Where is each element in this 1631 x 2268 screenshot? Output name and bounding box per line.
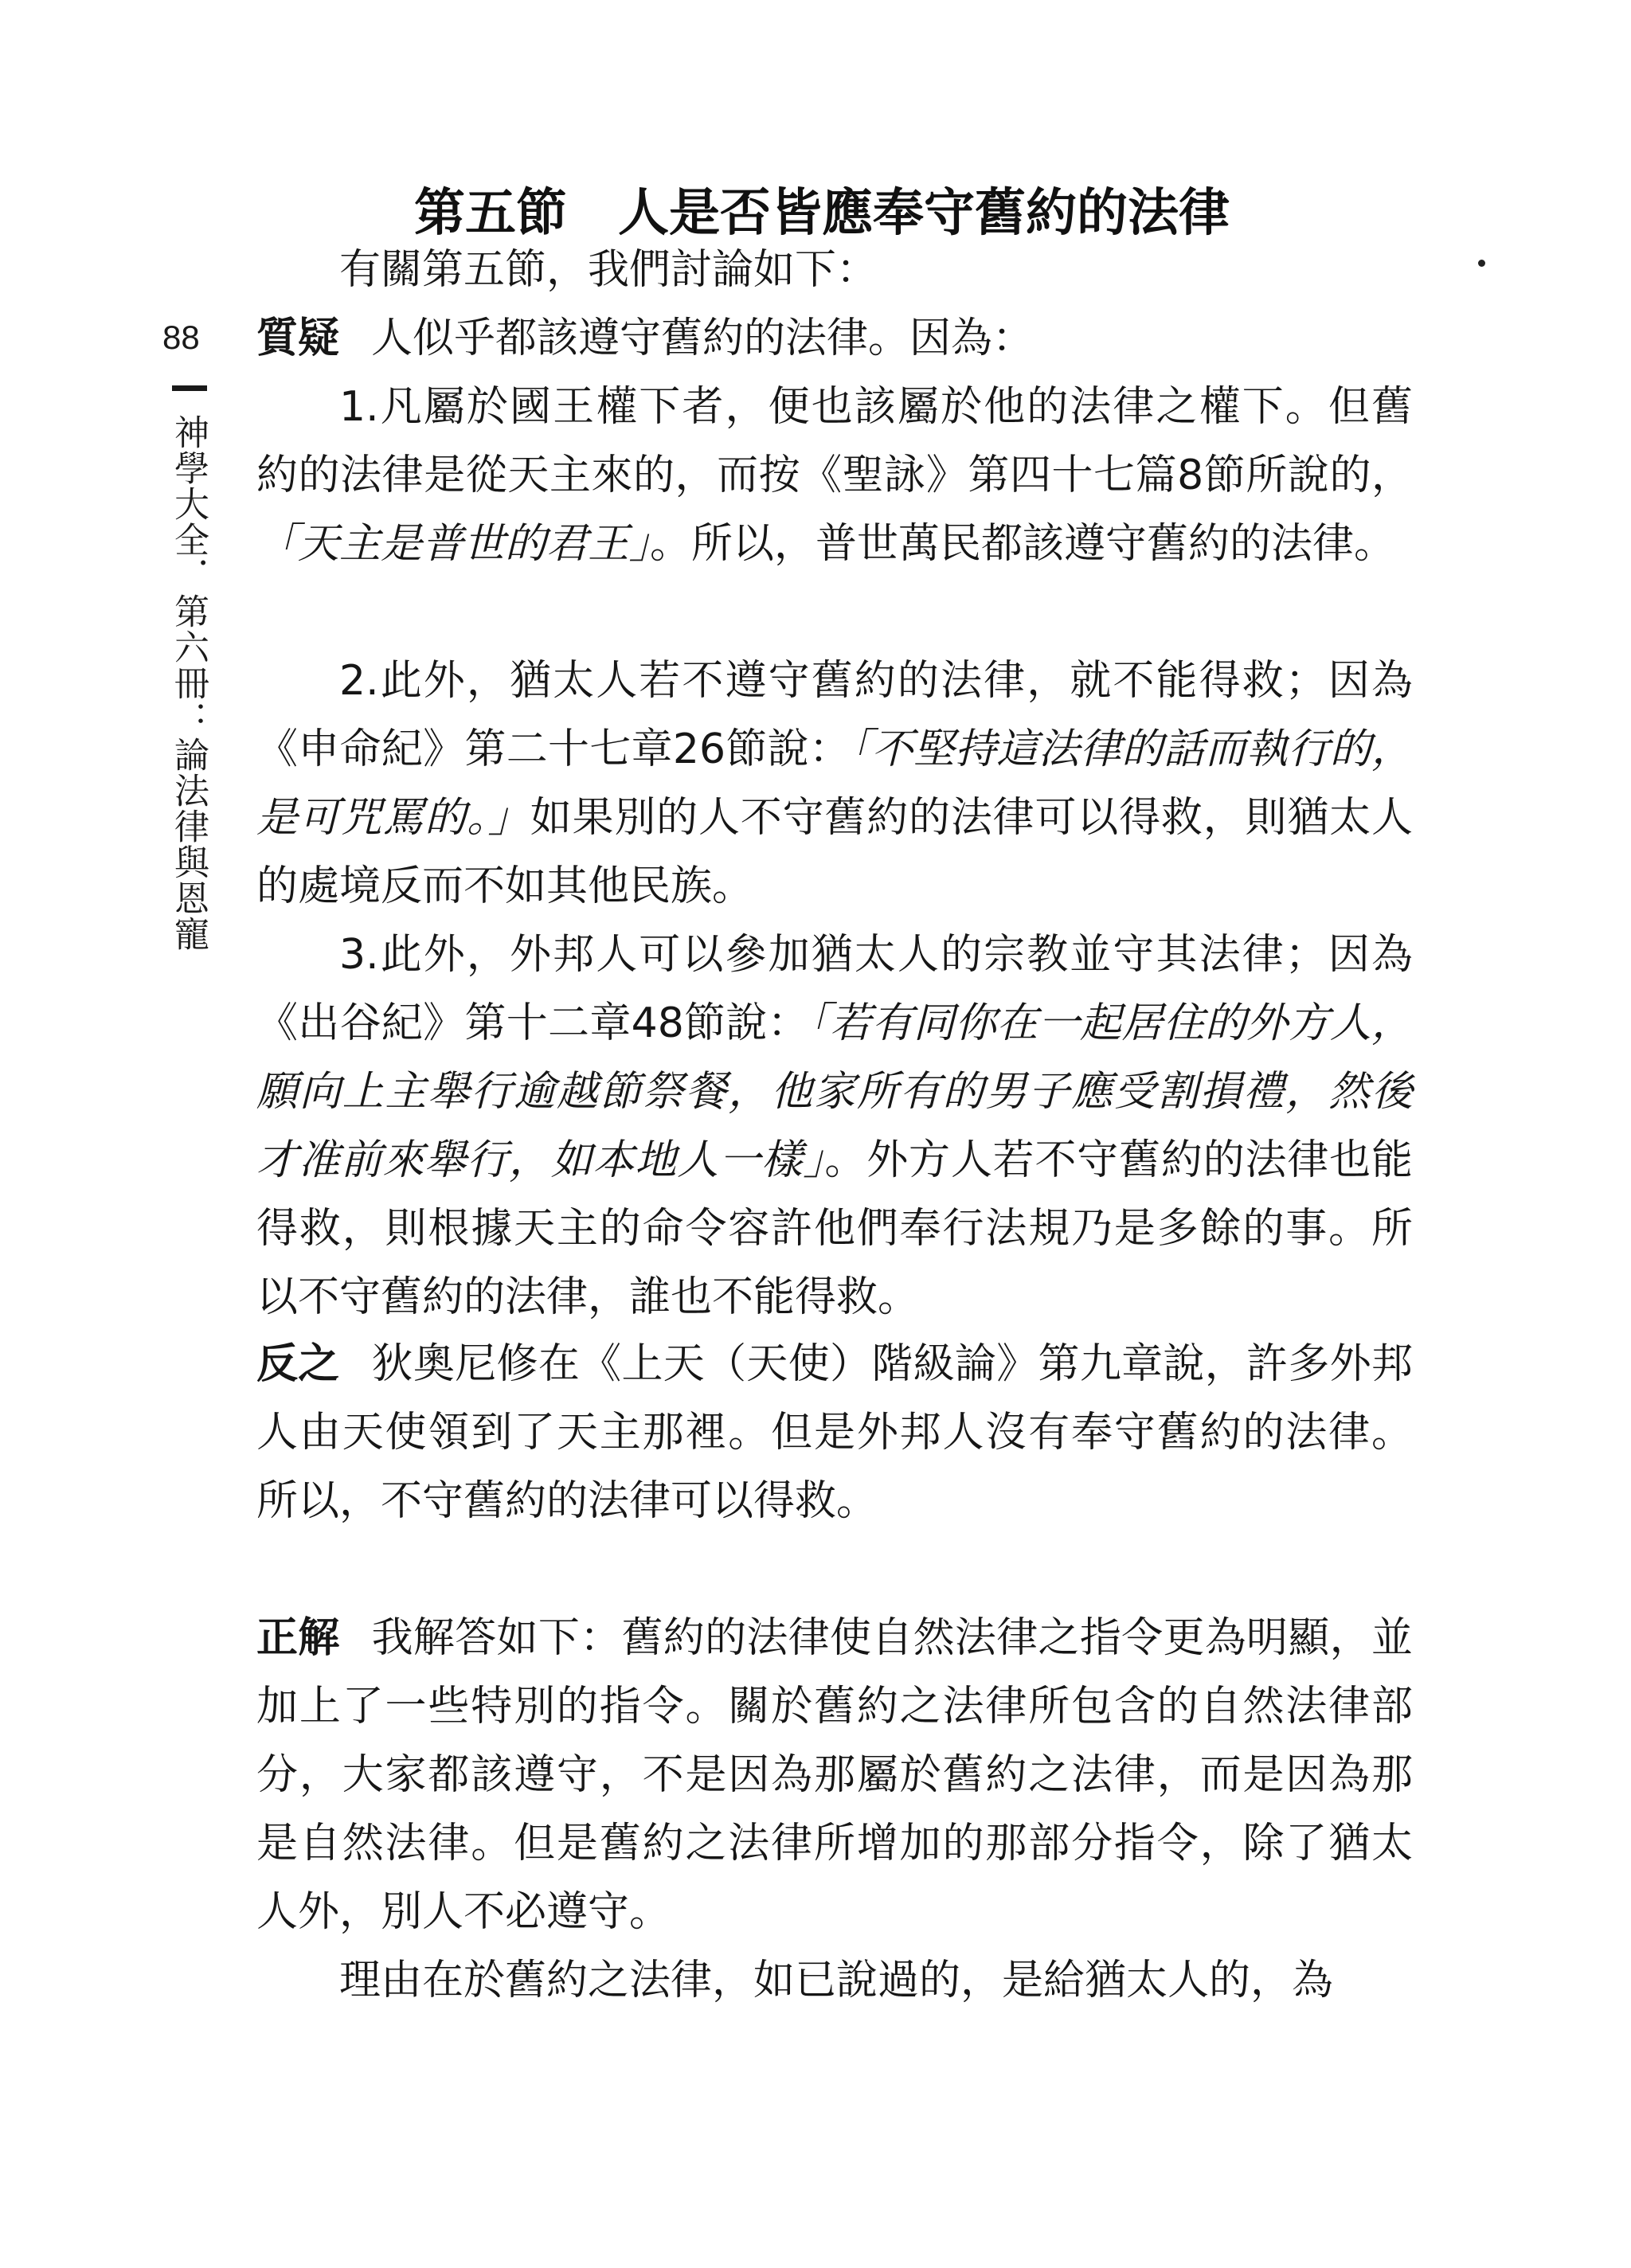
sed-contra-paragraph xyxy=(256,1330,1413,1535)
objection-1-quote: 「天主是普世的君王」 xyxy=(256,520,651,568)
objection-2-quote: 「不堅持這法律的話而執行的，是可咒罵的。」 xyxy=(256,725,1413,842)
objections-label: 質疑 xyxy=(256,315,340,362)
response-paragraph xyxy=(256,1604,1413,1946)
objection-2-conclusion: 如果別的人不守舊約的法律可以得救，則猶太人的處境反而不如其他民族。 xyxy=(256,794,1413,910)
objection-1 xyxy=(256,373,1413,578)
section-title: 第五節 人是否皆應奉守舊約的法律 xyxy=(414,183,1230,243)
objection-2-text: 2.此外，猶太人若不遵守舊約的法律，就不能得救；因為《申命紀》第二十七章26節說： xyxy=(256,657,1413,773)
objections-paragraph xyxy=(256,304,1413,373)
objection-3-quote: 「若有同你在一起居住的外方人，願向上主舉行逾越節祭餐，他家所有的男子應受割損禮，然後才准前來舉行，如本地人一樣」 xyxy=(256,999,1413,1184)
objection-3-conclusion: 。外方人若不守舊約的法律也能得救，則根據天主的命令容許他們奉行法規乃是多餘的事。所以不守舊約的法律，誰也不能得救。 xyxy=(256,1136,1413,1321)
objection-3-text: 3.此外，外邦人可以參加猶太人的宗教並守其法律；因為《出谷紀》第十二章48節說： xyxy=(256,931,1413,1047)
response-text: 我解答如下：舊約的法律使自然法律之指令更為明顯，並加上了一些特別的指令。關於舊約之法律所包含的自然法律部分，大家都該遵守，不是因為那屬於舊約之法律，而是因為那是自然法律。但是舊約之法律所增加的那部分指令，除了猶太人外，別人不必遵守。 xyxy=(256,1614,1413,1936)
sidebar-rule xyxy=(172,385,207,391)
response-continuation: 理由在於舊約之法律，如已說過的，是給猶太人的，為 xyxy=(339,1957,1334,2004)
sed-contra-label: 反之 xyxy=(256,1340,340,1388)
objection-1-text: 1.凡屬於國王權下者，便也該屬於他的法律之權下。但舊約的法律是從天主來的，而按《聖詠》第四十七篇8節所說的， xyxy=(256,383,1413,499)
page-number: 88 xyxy=(162,319,200,356)
section-intro: 有關第五節，我們討論如下： xyxy=(339,246,878,294)
objection-3 xyxy=(256,921,1413,1331)
response-label: 正解 xyxy=(256,1614,340,1662)
objection-2 xyxy=(256,647,1413,921)
objections-lead: 人似乎都該遵守舊約的法律。因為： xyxy=(371,315,1035,362)
objection-1-conclusion: 。所以，普世萬民都該遵守舊約的法律。 xyxy=(650,520,1396,568)
running-head: 神學大全．第六冊：論法律與恩寵 xyxy=(168,414,209,952)
sed-contra-text: 狄奧尼修在《上天（天使）階級論》第九章說，許多外邦人由天使領到了天主那裡。但是外邦人沒有奉守舊約的法律。所以，不守舊約的法律可以得救。 xyxy=(256,1340,1413,1525)
